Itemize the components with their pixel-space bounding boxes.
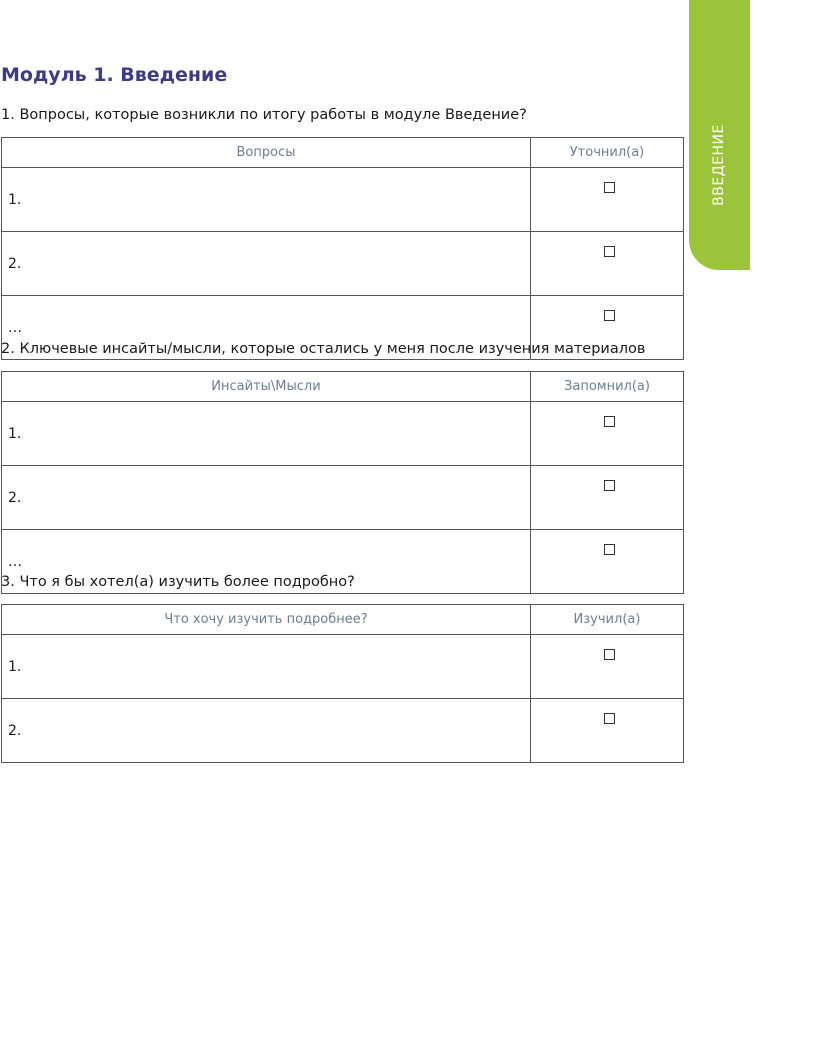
section-side-tab [689, 0, 750, 270]
row-entry-field[interactable]: 1. [2, 635, 531, 699]
table-header-row [2, 138, 684, 168]
remembered-checkbox[interactable] [604, 480, 615, 491]
studied-checkbox[interactable] [604, 649, 615, 660]
question-1: 1. Вопросы, которые возникли по итогу работы в модуле Введение? [1, 107, 527, 123]
study-more-table [1, 604, 684, 763]
row-entry-field[interactable]: 2. [2, 699, 531, 763]
column-header: Что хочу изучить подробнее? [2, 605, 531, 635]
column-header: Запомнил(а) [531, 372, 684, 402]
column-header: Инсайты\Мысли [2, 372, 531, 402]
remembered-checkbox[interactable] [604, 416, 615, 427]
row-entry-field[interactable]: 2. [2, 232, 531, 296]
table-header-row [2, 372, 684, 402]
questions-table [1, 137, 684, 360]
column-header: Вопросы [2, 138, 531, 168]
side-tab-label: ВВЕДЕНИЕ [711, 124, 727, 206]
remembered-checkbox[interactable] [604, 544, 615, 555]
table-row [2, 402, 684, 466]
clarified-checkbox[interactable] [604, 182, 615, 193]
insights-table [1, 371, 684, 594]
clarified-checkbox[interactable] [604, 310, 615, 321]
table-row [2, 232, 684, 296]
column-header: Изучил(а) [531, 605, 684, 635]
question-3: 3. Что я бы хотел(а) изучить более подробно? [1, 574, 355, 590]
table-row [2, 635, 684, 699]
row-entry-field[interactable]: … [2, 530, 531, 594]
clarified-checkbox[interactable] [604, 246, 615, 257]
table-row [2, 466, 684, 530]
page-title: Модуль 1. Введение [1, 64, 228, 86]
table-header-row [2, 605, 684, 635]
row-entry-field[interactable]: 1. [2, 402, 531, 466]
row-entry-field[interactable]: 1. [2, 168, 531, 232]
row-entry-field[interactable]: 2. [2, 466, 531, 530]
studied-checkbox[interactable] [604, 713, 615, 724]
question-2: 2. Ключевые инсайты/мысли, которые остались у меня после изучения материалов [1, 341, 646, 357]
column-header: Уточнил(а) [531, 138, 684, 168]
table-row [2, 699, 684, 763]
row-entry-field[interactable]: … [2, 296, 531, 360]
table-row [2, 168, 684, 232]
